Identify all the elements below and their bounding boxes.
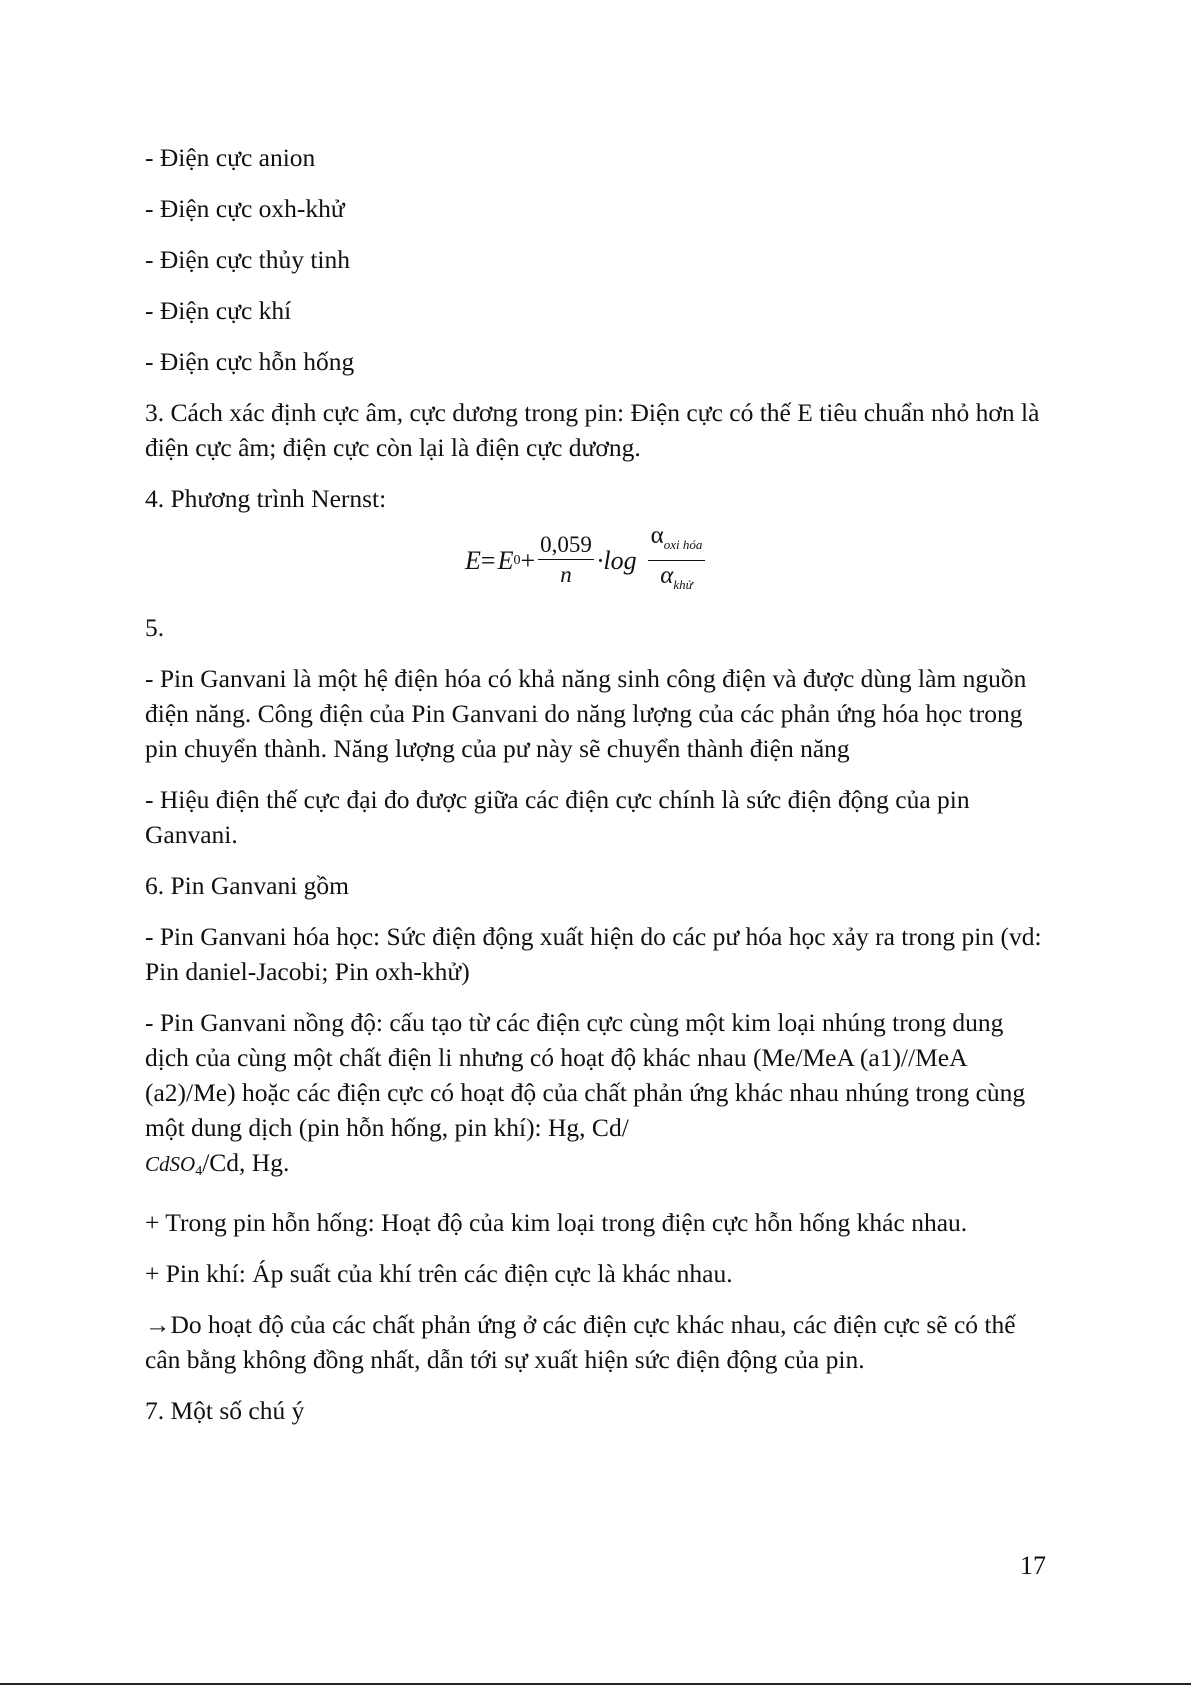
list-item: - Điện cực oxh-khử (145, 194, 345, 223)
eq-lhs: E (465, 545, 481, 575)
section-5-paragraph-1: - Pin Ganvani là một hệ điện hóa có khả năng sinh công điện và được dùng làm nguồn điện năng. Công điện của Pin Ganvani do năng lượng của các phản ứng hóa học trong pin chuyển thành. Năng lượng của pư này sẽ chuyển thành điện năng (145, 664, 1027, 763)
eq-plus: + (520, 545, 536, 575)
section-6-paragraph-4: + Pin khí: Áp suất của khí trên các điện cực là khác nhau. (145, 1259, 733, 1288)
section-6-paragraph-2 (145, 1005, 1045, 1189)
section-7-heading: 7. Một số chú ý (145, 1396, 305, 1425)
eq-activity-fraction (648, 521, 706, 600)
eq-e0-subscript: 0 (513, 552, 521, 568)
list-item: - Điện cực khí (145, 296, 292, 325)
cdso4-formula (145, 1152, 203, 1179)
conclusion-paragraph (145, 1307, 1045, 1377)
alpha-symbol: α (650, 521, 664, 549)
section-6-paragraph-3: + Trong pin hỗn hống: Hoạt độ của kim loại trong điện cực hỗn hống khác nhau. (145, 1208, 968, 1237)
eq-log: ·log (596, 545, 637, 575)
list-item: - Điện cực thủy tinh (145, 245, 351, 274)
cdso4-subscript: 4 (195, 1164, 203, 1179)
section-5-heading: 5. (145, 613, 165, 642)
eq-coef-denominator: n (560, 561, 572, 587)
conclusion-text: Do hoạt độ của các chất phản ứng ở các điện cực khác nhau, các điện cực sẽ có thế cân bằng không đồng nhất, dẫn tới sự xuất hiện sức điện động của pin. (145, 1310, 1016, 1374)
eq-activity-denominator (660, 561, 693, 600)
section-6-paragraph-2-text: - Pin Ganvani nồng độ: cấu tạo từ các điện cực cùng một kim loại nhúng trong dung dịch của cùng một chất điện li nhưng có hoạt độ khác nhau (Me/MeA (a1)//MeA (a2)/Me) hoặc các điện cực có hoạt độ của chất phản ứng khác nhau nhúng trong cùng một dung dịch (pin hỗn hống, pin khí): Hg, Cd/ (145, 1008, 1026, 1142)
eq-activity-numerator (648, 521, 706, 561)
page-content (145, 140, 1045, 1444)
eq-coefficient-fraction (538, 531, 594, 590)
eq-e0: E (497, 545, 514, 575)
eq-equals: = (480, 545, 496, 575)
cdso4-text: CdSO (145, 1152, 196, 1176)
section-5-paragraph-2: - Hiệu điện thế cực đại đo được giữa các điện cực chính là sức điện động của pin Ganvani. (145, 785, 970, 849)
section-6-heading: 6. Pin Ganvani gồm (145, 871, 349, 900)
nernst-equation (145, 521, 1045, 596)
section-4-heading: 4. Phương trình Nernst: (145, 484, 387, 513)
page-number: 17 (1020, 1551, 1046, 1580)
eq-den-subscript: khử (673, 576, 693, 592)
arrow-icon: → (145, 1310, 171, 1339)
section-3-paragraph: 3. Cách xác định cực âm, cực dương trong pin: Điện cực có thế E tiêu chuẩn nhỏ hơn là điện cực âm; điện cực còn lại là điện cực dương. (145, 398, 1040, 462)
alpha-symbol: α (660, 561, 674, 589)
section-6-paragraph-2-tail: /Cd, Hg. (202, 1148, 290, 1177)
eq-coef-numerator: 0,059 (538, 531, 594, 560)
section-6-paragraph-1: - Pin Ganvani hóa học: Sức điện động xuất hiện do các pư hóa học xảy ra trong pin (vd: Pin daniel-Jacobi; Pin oxh-khử) (145, 922, 1042, 986)
eq-num-subscript: oxi hóa (663, 536, 703, 552)
list-item: - Điện cực hỗn hống (145, 347, 355, 376)
list-item: - Điện cực anion (145, 143, 316, 172)
